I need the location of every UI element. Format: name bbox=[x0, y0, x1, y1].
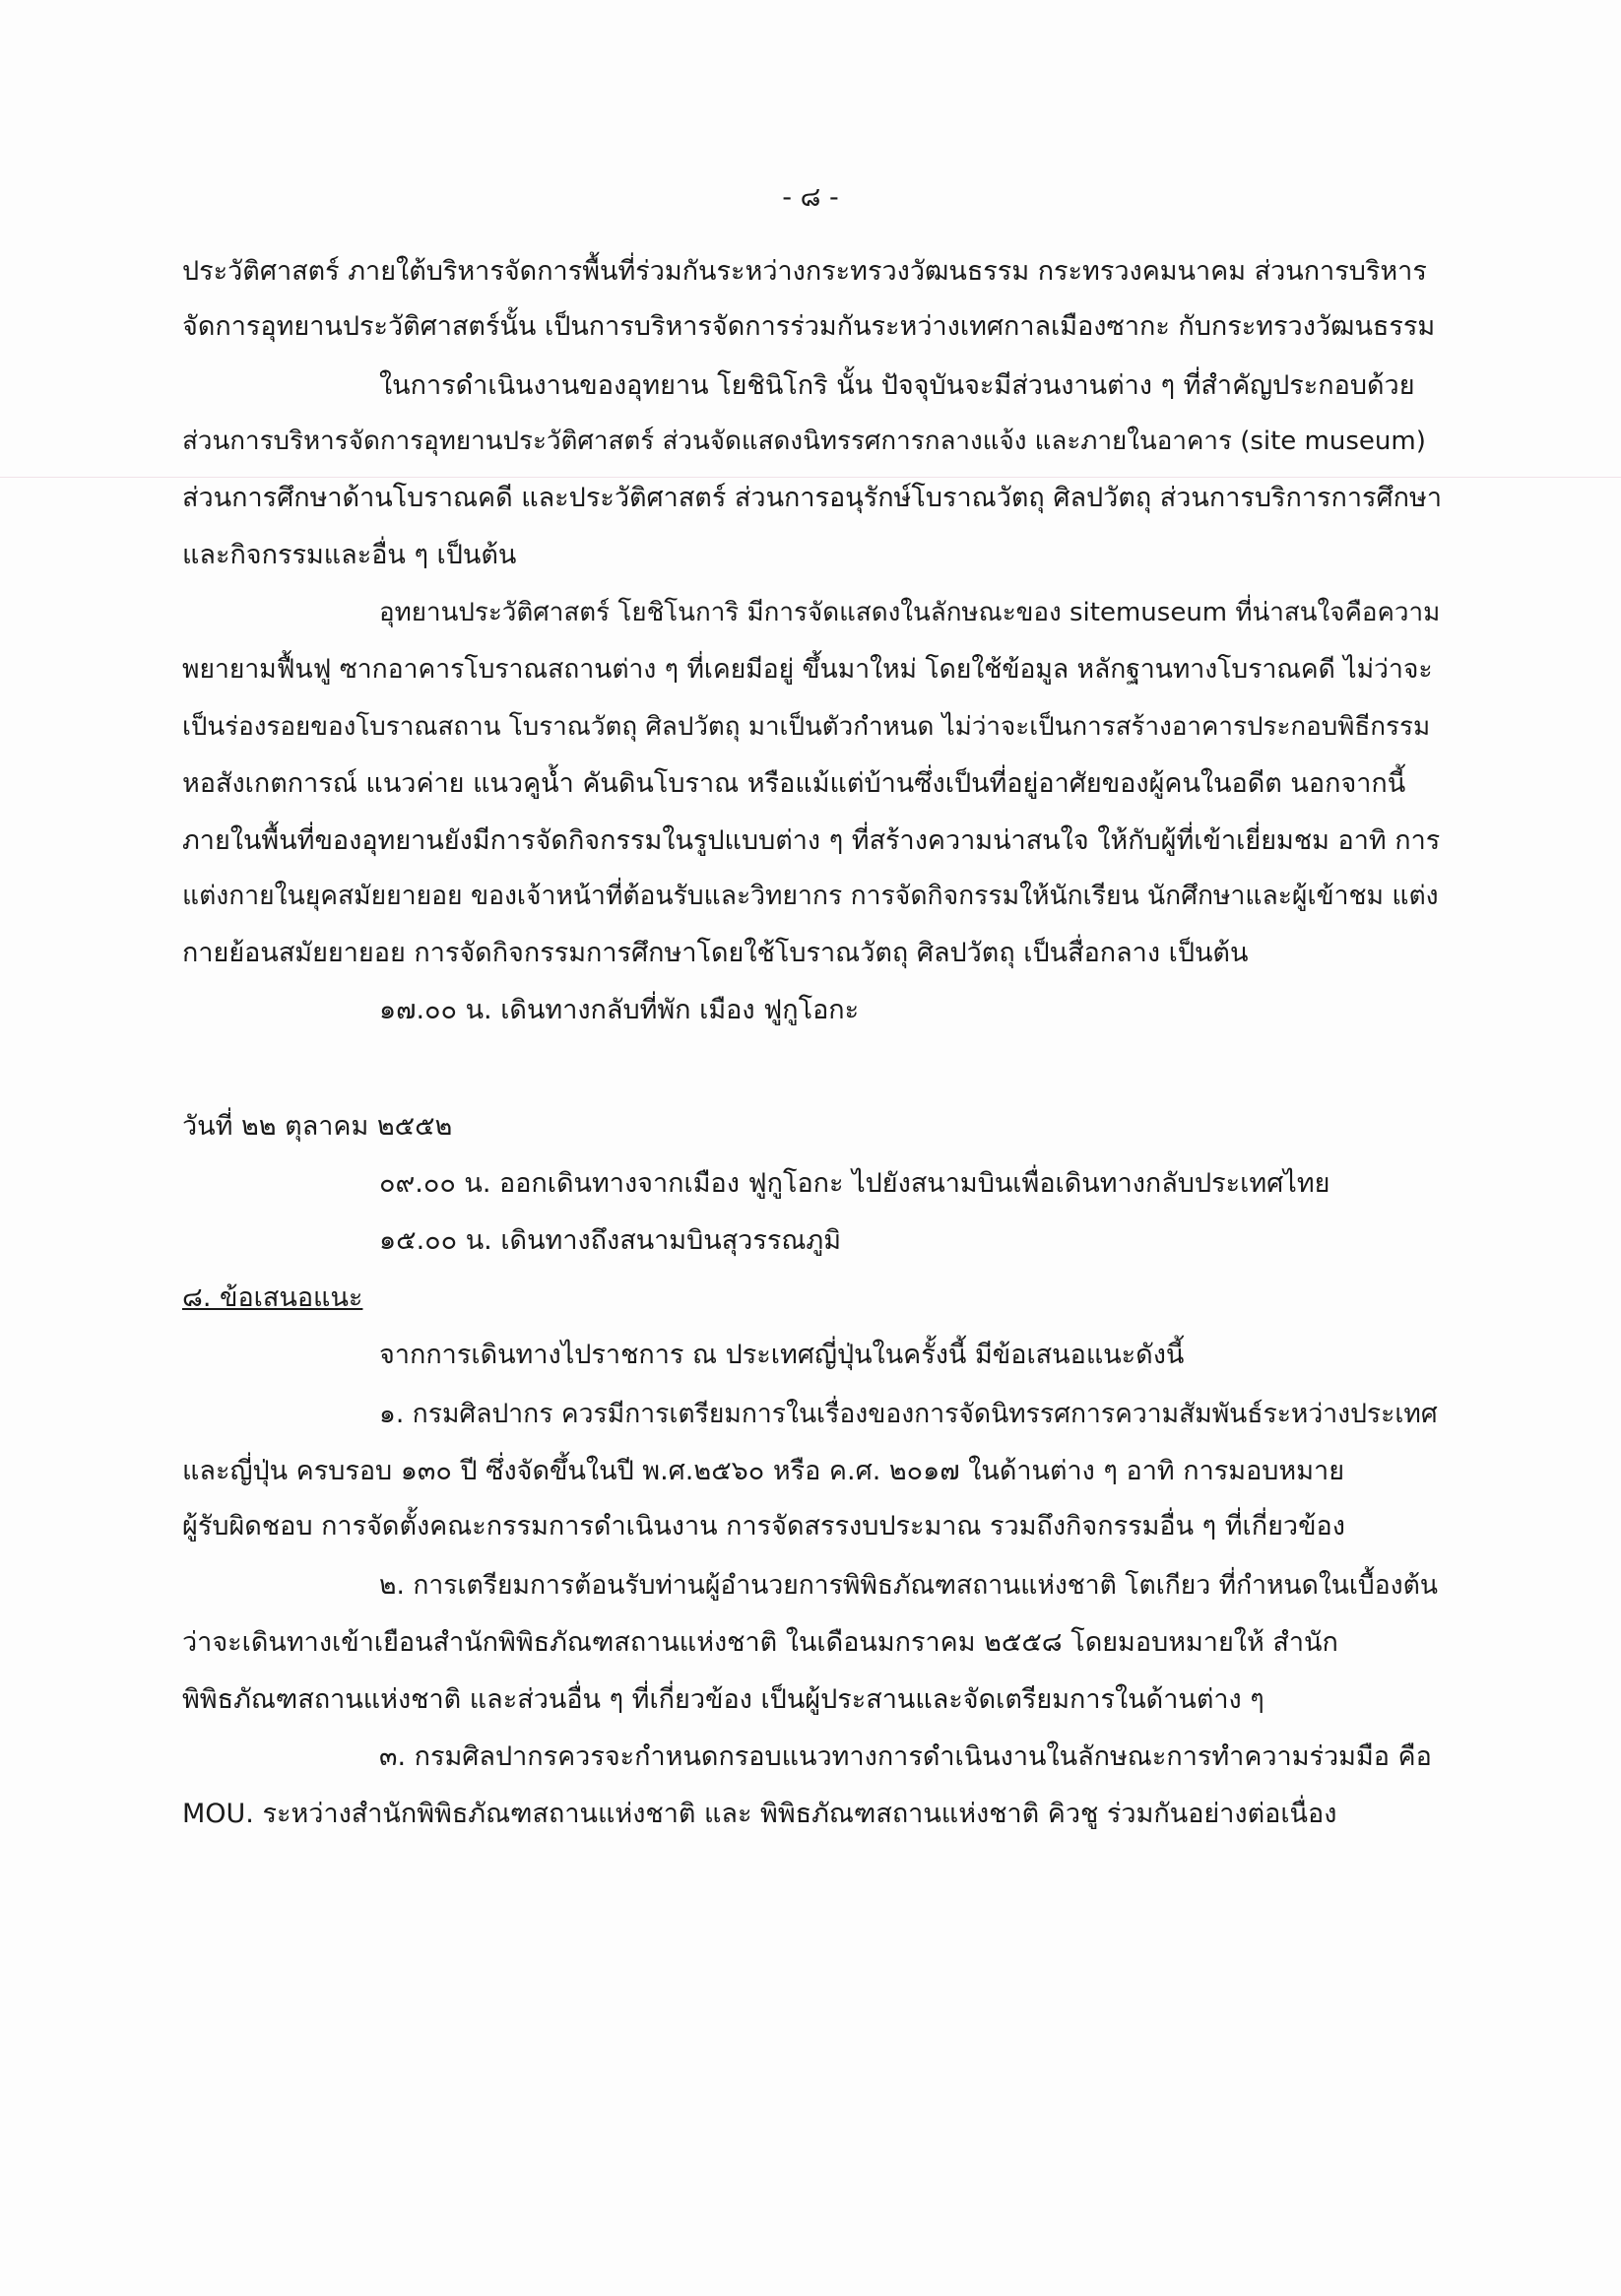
paragraph-line: ส่วนการบริหารจัดการอุทยานประวัติศาสตร์ ส่วนจัดแสดงนิทรรศการกลางแจ้ง และภายในอาคาร (site museum) bbox=[182, 426, 1426, 456]
paragraph-line: จากการเดินทางไปราชการ ณ ประเทศญี่ปุ่นในครั้งนี้ มีข้อเสนอแนะดังนี้ bbox=[379, 1340, 1185, 1370]
paragraph-line: ๑. กรมศิลปากร ควรมีการเตรียมการในเรื่องของการจัดนิทรรศการความสัมพันธ์ระหว่างประเทศ bbox=[379, 1399, 1438, 1429]
paragraph-line: ในการดำเนินงานของอุทยาน โยชินิโกริ นั้น ปัจจุบันจะมีส่วนงานต่าง ๆ ที่สำคัญประกอบด้วย bbox=[379, 370, 1415, 401]
paragraph-line: ประวัติศาสตร์ ภายใต้บริหารจัดการพื้นที่ร่วมกันระหว่างกระทรวงวัฒนธรรม กระทรวงคมนาคม ส่วนการบริหาร bbox=[182, 256, 1427, 287]
paragraph-line: จัดการอุทยานประวัติศาสตร์นั้น เป็นการบริหารจัดการร่วมกันระหว่างเทศกาลเมืองซากะ กับกระทรวงวัฒนธรรม bbox=[182, 311, 1436, 342]
paragraph-line: แต่งกายในยุคสมัยยายอย ของเจ้าหน้าที่ต้อนรับและวิทยากร การจัดกิจกรรมให้นักเรียน นักศึกษาและผู้เข้าชม แต่ง bbox=[182, 881, 1439, 911]
scan-artifact-line bbox=[0, 477, 1621, 478]
paragraph-line: พยายามฟื้นฟู ซากอาคารโบราณสถานต่าง ๆ ที่เคยมีอยู่ ขึ้นมาใหม่ โดยใช้ข้อมูล หลักฐานทางโบราณคดี ไม่ว่าจะ bbox=[182, 654, 1433, 685]
schedule-item: ๑๕.๐๐ น. เดินทางถึงสนามบินสุวรรณภูมิ bbox=[379, 1225, 841, 1256]
section-heading: ๘. ข้อเสนอแนะ bbox=[182, 1282, 363, 1313]
paragraph-line: ๒. การเตรียมการต้อนรับท่านผู้อำนวยการพิพิธภัณฑสถานแห่งชาติ โตเกียว ที่กำหนดในเบื้องต้น bbox=[379, 1570, 1438, 1601]
page-number: - ๘ - bbox=[782, 182, 839, 213]
paragraph-line: ภายในพื้นที่ของอุทยานยังมีการจัดกิจกรรมในรูปแบบต่าง ๆ ที่สร้างความน่าสนใจ ให้กับผู้ที่เข้าเยี่ยมชม อาทิ การ bbox=[182, 825, 1441, 856]
schedule-item: ๐๙.๐๐ น. ออกเดินทางจากเมือง ฟูกูโอกะ ไปยังสนามบินเพื่อเดินทางกลับประเทศไทย bbox=[379, 1168, 1330, 1199]
paragraph-line: MOU. ระหว่างสำนักพิพิธภัณฑสถานแห่งชาติ และ พิพิธภัณฑสถานแห่งชาติ คิวชู ร่วมกันอย่างต่อเนื่อง bbox=[182, 1799, 1337, 1829]
paragraph-line: ส่วนการศึกษาด้านโบราณคดี และประวัติศาสตร์ ส่วนการอนุรักษ์โบราณวัตถุ ศิลปวัตถุ ส่วนการบริการการศึกษา bbox=[182, 483, 1442, 513]
paragraph-line: และกิจกรรมและอื่น ๆ เป็นต้น bbox=[182, 540, 517, 570]
paragraph-line: หอสังเกตการณ์ แนวค่าย แนวคูน้ำ คันดินโบราณ หรือแม้แต่บ้านซึ่งเป็นที่อยู่อาศัยของผู้คนในอดีต นอกจากนี้ bbox=[182, 768, 1406, 799]
paragraph-line: ว่าจะเดินทางเข้าเยือนสำนักพิพิธภัณฑสถานแห่งชาติ ในเดือนมกราคม ๒๕๕๘ โดยมอบหมายให้ สำนัก bbox=[182, 1627, 1338, 1658]
paragraph-line: กายย้อนสมัยยายอย การจัดกิจกรรมการศึกษาโดยใช้โบราณวัตถุ ศิลปวัตถุ เป็นสื่อกลาง เป็นต้น bbox=[182, 938, 1249, 968]
schedule-item: ๑๗.๐๐ น. เดินทางกลับที่พัก เมือง ฟูกูโอกะ bbox=[379, 995, 860, 1025]
paragraph-line: พิพิธภัณฑสถานแห่งชาติ และส่วนอื่น ๆ ที่เกี่ยวข้อง เป็นผู้ประสานและจัดเตรียมการในด้านต่าง ๆ bbox=[182, 1684, 1264, 1715]
paragraph-line: ๓. กรมศิลปากรควรจะกำหนดกรอบแนวทางการดำเนินงานในลักษณะการทำความร่วมมือ คือ bbox=[379, 1741, 1432, 1772]
paragraph-line: ผู้รับผิดชอบ การจัดตั้งคณะกรรมการดำเนินงาน การจัดสรรงบประมาณ รวมถึงกิจกรรมอื่น ๆ ที่เกี่ยวข้อง bbox=[182, 1511, 1345, 1542]
schedule-date: วันที่ ๒๒ ตุลาคม ๒๕๕๒ bbox=[182, 1111, 453, 1142]
paragraph-line: เป็นร่องรอยของโบราณสถาน โบราณวัตถุ ศิลปวัตถุ มาเป็นตัวกำหนด ไม่ว่าจะเป็นการสร้างอาคารประกอบพิธีกรรม bbox=[182, 712, 1431, 742]
paragraph-line: อุทยานประวัติศาสตร์ โยชิโนการิ มีการจัดแสดงในลักษณะของ sitemuseum ที่น่าสนใจคือความ bbox=[379, 598, 1441, 627]
paragraph-line: และญี่ปุ่น ครบรอบ ๑๓๐ ปี ซึ่งจัดขึ้นในปี พ.ศ.๒๕๖๐ หรือ ค.ศ. ๒๐๑๗ ในด้านต่าง ๆ อาทิ การมอบหมาย bbox=[182, 1456, 1345, 1486]
